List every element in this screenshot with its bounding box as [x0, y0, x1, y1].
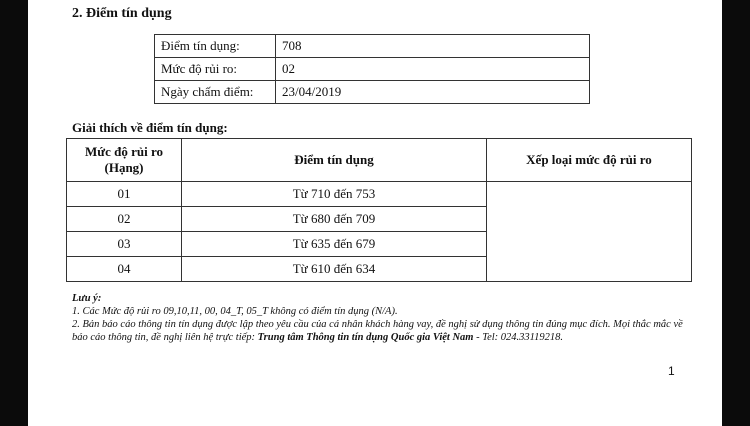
table-row: [67, 182, 692, 207]
range-cell: Từ 635 đến 679: [182, 232, 487, 257]
risk-grade-table: [66, 138, 692, 282]
table-row: [155, 35, 590, 58]
column-header-risk-classification: Xếp loại mức độ rủi ro: [487, 139, 692, 182]
grade-cell: 01: [67, 182, 182, 207]
column-header-risk-grade: Mức độ rủi ro (Hạng): [67, 139, 182, 182]
range-cell: Từ 710 đến 753: [182, 182, 487, 207]
page-number: 1: [668, 364, 675, 378]
notes: [72, 292, 692, 344]
info-label: Ngày chấm điểm:: [155, 81, 276, 104]
credit-score-info-table: [154, 34, 590, 104]
note-line-2: [72, 318, 692, 344]
classification-cell: [487, 182, 692, 282]
info-value: 23/04/2019: [276, 81, 590, 104]
note-line-1: 1. Các Mức độ rủi ro 09,10,11, 00, 04_T, 05_T không có điểm tín dụng (N/A).: [72, 306, 398, 317]
info-value: 02: [276, 58, 590, 81]
grade-cell: 03: [67, 232, 182, 257]
grade-cell: 02: [67, 207, 182, 232]
info-label: Mức độ rủi ro:: [155, 58, 276, 81]
document-page: [28, 0, 722, 426]
info-label: Điểm tín dụng:: [155, 35, 276, 58]
section-title: 2. Điểm tín dụng: [72, 6, 172, 21]
range-cell: Từ 680 đến 709: [182, 207, 487, 232]
notes-heading: Lưu ý:: [72, 293, 102, 304]
info-value: 708: [276, 35, 590, 58]
range-cell: Từ 610 đến 634: [182, 257, 487, 282]
contact-telephone: - Tel: 024.33119218.: [473, 332, 563, 343]
grade-cell: 04: [67, 257, 182, 282]
column-header-credit-score: Điểm tín dụng: [182, 139, 487, 182]
contact-organization: Trung tâm Thông tin tín dụng Quốc gia Việt Nam: [257, 332, 474, 343]
table-row: [155, 58, 590, 81]
table-row: [155, 81, 590, 104]
note-line-2-text: 2. Bản báo cáo thông tin tín dụng được lập theo yêu cầu của cá nhân khách hàng vay, đề nghị sử dụng thông tin đúng mục đích. Mọi thắc mắc về báo cáo thông tin, đề nghị liên hệ trực tiếp:: [72, 319, 683, 343]
table-header-row: [67, 139, 692, 182]
explanation-title: Giải thích về điểm tín dụng:: [72, 120, 228, 135]
